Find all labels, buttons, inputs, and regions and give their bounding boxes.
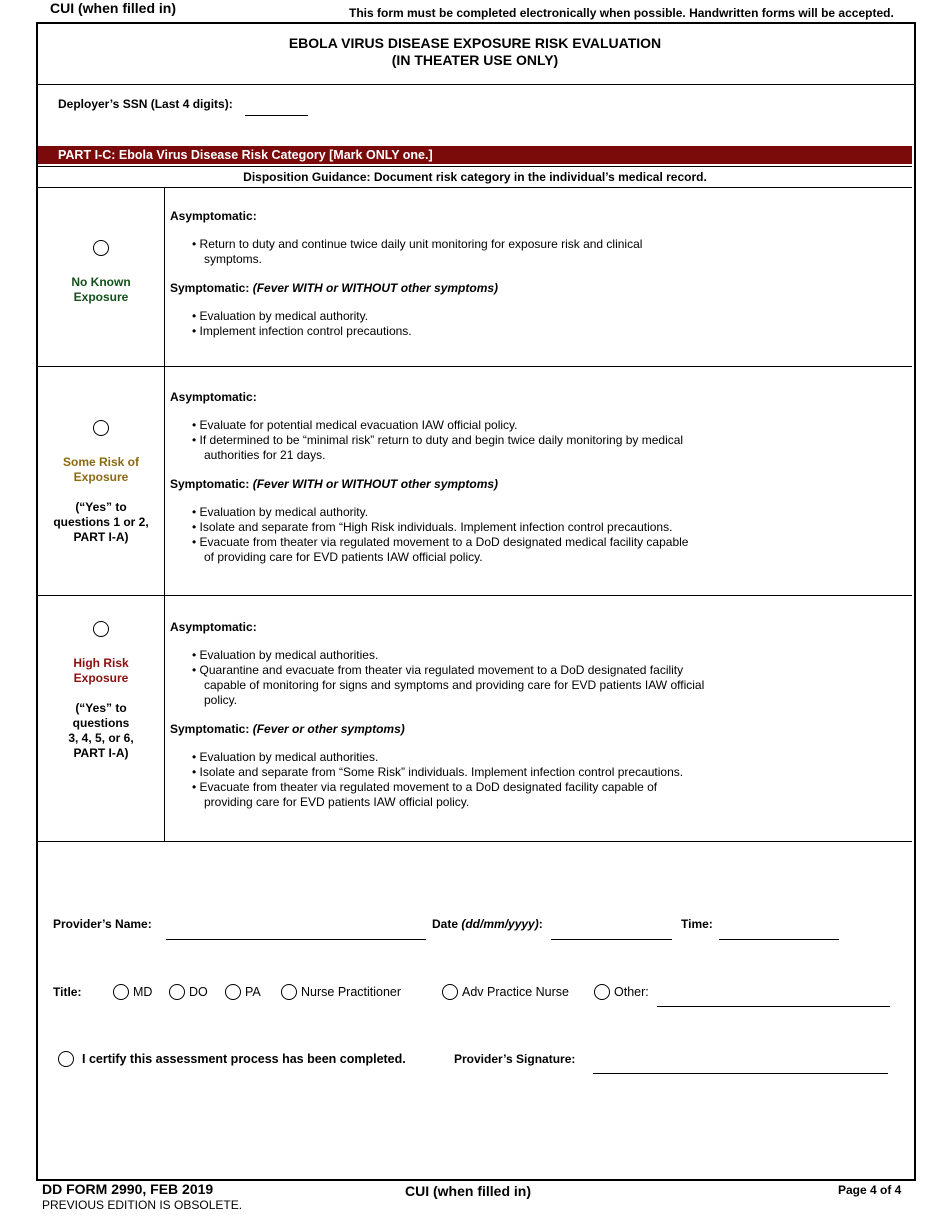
category-guidance xyxy=(170,209,912,339)
cui-header-label: CUI (when filled in) xyxy=(50,0,176,16)
asymptomatic-heading: Asymptomatic: xyxy=(170,390,257,404)
category-row-high-risk xyxy=(38,596,912,842)
category-cell xyxy=(38,187,165,366)
guidance-item: • Evaluate for potential medical evacuation IAW official policy. xyxy=(192,418,518,432)
part-title: PART I-C: Ebola Virus Disease Risk Category [Mark ONLY one.] xyxy=(58,148,433,162)
cui-footer-label: CUI (when filled in) xyxy=(405,1183,531,1199)
category-label: High Risk xyxy=(73,656,129,670)
category-criteria: (“Yes” to xyxy=(75,500,127,514)
category-label: Exposure xyxy=(73,671,129,685)
form-id: DD FORM 2990, FEB 2019 xyxy=(42,1181,214,1197)
guidance-item: • Quarantine and evacuate from theater via regulated movement to a DoD designated facility capable of monitoring for signs and symptoms and providing care for EVD patients IAW official policy. xyxy=(192,663,705,707)
guidance-item: • Evaluation by medical authority. xyxy=(192,309,369,323)
symptomatic-heading: Symptomatic: (Fever or other symptoms) xyxy=(170,722,405,736)
guidance-item: • Isolate and separate from “High Risk individuals. Implement infection control precautions. xyxy=(192,520,673,534)
title-option-pa[interactable]: PA xyxy=(225,984,261,1000)
guidance-item: • Implement infection control precautions. xyxy=(192,324,412,338)
category-label: No Known xyxy=(71,275,131,289)
category-cell xyxy=(38,367,165,595)
time-label: Time: xyxy=(681,917,713,931)
date-input[interactable] xyxy=(551,939,672,940)
guidance-item: • Evacuate from theater via regulated movement to a DoD designated facility capable of providing care for EVD patients IAW official policy. xyxy=(192,780,658,809)
title-option-np[interactable]: Nurse Practitioner xyxy=(281,984,401,1000)
page-number: Page 4 of 4 xyxy=(838,1183,902,1197)
title-option-apn[interactable]: Adv Practice Nurse xyxy=(442,984,569,1000)
category-guidance xyxy=(170,620,912,810)
category-label: Exposure xyxy=(73,470,129,484)
title-option-md[interactable]: MD xyxy=(113,984,152,1000)
provider-name-label: Provider’s Name: xyxy=(53,917,152,931)
symptomatic-heading: Symptomatic: (Fever WITH or WITHOUT other symptoms) xyxy=(170,281,499,295)
obsolete-notice: PREVIOUS EDITION IS OBSOLETE. xyxy=(42,1198,243,1212)
completion-notice: This form must be completed electronically when possible. Handwritten forms will be accepted. xyxy=(349,6,894,20)
asymptomatic-heading: Asymptomatic: xyxy=(170,209,257,223)
signature-label: Provider’s Signature: xyxy=(454,1052,576,1066)
category-row-no-known xyxy=(38,187,912,367)
category-label: Some Risk of xyxy=(62,455,140,469)
radio-icon[interactable] xyxy=(169,984,185,1000)
ssn-label: Deployer’s SSN (Last 4 digits): xyxy=(58,97,233,111)
category-guidance xyxy=(170,390,912,565)
high-risk-radio[interactable] xyxy=(93,621,109,637)
disposition-guidance: Disposition Guidance: Document risk category in the individual’s medical record. xyxy=(38,166,912,188)
radio-icon[interactable] xyxy=(58,1051,74,1067)
signature-input[interactable] xyxy=(593,1073,888,1074)
category-criteria: PART I-A) xyxy=(73,530,129,544)
time-input[interactable] xyxy=(719,939,839,940)
category-criteria: questions xyxy=(72,716,130,730)
form-title-line2: (IN THEATER USE ONLY) xyxy=(391,52,559,68)
category-label: Exposure xyxy=(73,290,129,304)
ssn-input[interactable] xyxy=(245,115,308,116)
category-cell xyxy=(38,596,165,841)
guidance-item: • If determined to be “minimal risk” return to duty and begin twice daily monitoring by medical authorities for 21 days. xyxy=(192,433,684,462)
title-label: Title: xyxy=(53,985,82,999)
provider-name-input[interactable] xyxy=(166,939,426,940)
symptomatic-heading: Symptomatic: (Fever WITH or WITHOUT other symptoms) xyxy=(170,477,499,491)
radio-icon[interactable] xyxy=(281,984,297,1000)
title-option-do[interactable]: DO xyxy=(169,984,208,1000)
category-criteria: questions 1 or 2, xyxy=(53,515,149,529)
some-risk-radio[interactable] xyxy=(93,420,109,436)
category-row-some-risk xyxy=(38,367,912,596)
radio-icon[interactable] xyxy=(442,984,458,1000)
radio-icon[interactable] xyxy=(594,984,610,1000)
radio-icon[interactable] xyxy=(113,984,129,1000)
form-title-line1: EBOLA VIRUS DISEASE EXPOSURE RISK EVALUATION xyxy=(288,35,662,51)
category-criteria: PART I-A) xyxy=(73,746,129,760)
guidance-item: • Evacuate from theater via regulated movement to a DoD designated medical facility capable of providing care for EVD patients IAW official policy. xyxy=(192,535,689,564)
form-title-block xyxy=(36,22,914,85)
radio-icon[interactable] xyxy=(225,984,241,1000)
title-option-other[interactable]: Other: xyxy=(594,984,649,1000)
category-criteria: 3, 4, 5, or 6, xyxy=(68,731,134,745)
guidance-item: • Evaluation by medical authorities. xyxy=(192,750,379,764)
guidance-item: • Return to duty and continue twice daily unit monitoring for exposure risk and clinical symptoms. xyxy=(192,237,643,266)
no-known-exposure-radio[interactable] xyxy=(93,240,109,256)
guidance-item: • Evaluation by medical authorities. xyxy=(192,648,379,662)
guidance-item: • Isolate and separate from “Some Risk” individuals. Implement infection control precautions. xyxy=(192,765,684,779)
certify-checkbox[interactable]: I certify this assessment process has been completed. xyxy=(58,1051,406,1067)
asymptomatic-heading: Asymptomatic: xyxy=(170,620,257,634)
other-title-input[interactable] xyxy=(657,1006,890,1007)
guidance-item: • Evaluation by medical authority. xyxy=(192,505,369,519)
date-label: Date (dd/mm/yyyy): xyxy=(432,917,543,931)
category-criteria: (“Yes” to xyxy=(75,701,127,715)
part-title-bar xyxy=(38,146,912,164)
